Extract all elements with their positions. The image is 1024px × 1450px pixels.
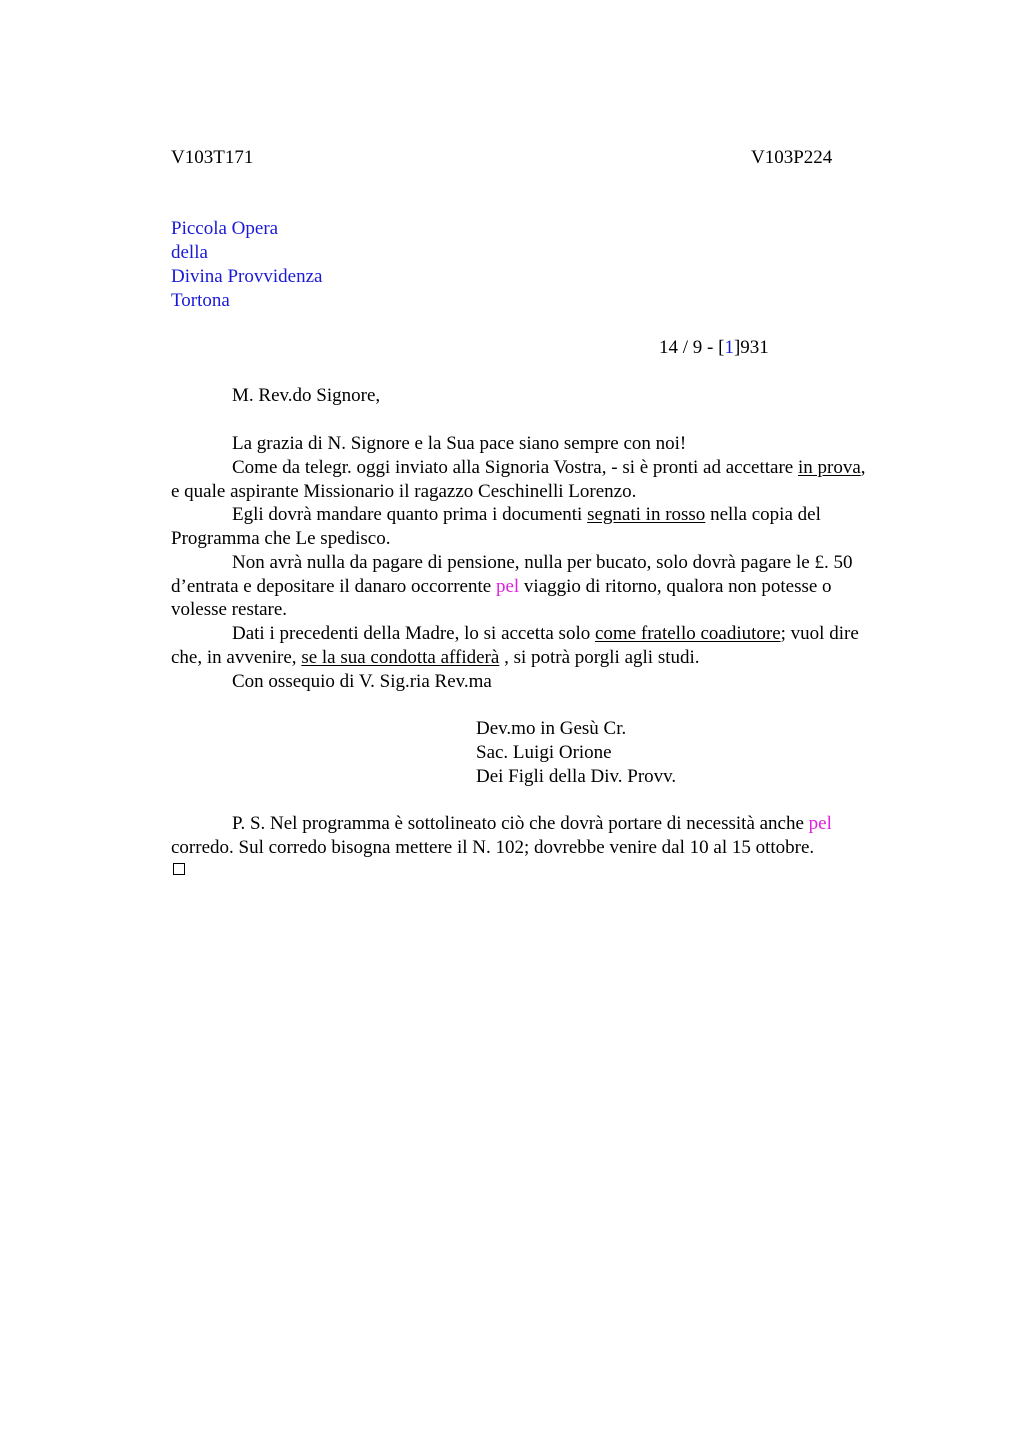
body-line-7 xyxy=(171,575,832,599)
letterhead-line-4: Tortona xyxy=(171,290,230,311)
body-text: viaggio di ritorno, qualora non potesse o xyxy=(519,576,832,597)
letter-date xyxy=(659,336,769,360)
letterhead-line-3: Divina Provvidenza xyxy=(171,266,323,287)
body-text: ; vuol dire xyxy=(780,623,859,644)
highlighted-word: pel xyxy=(808,813,832,834)
document-code-right: V103P224 xyxy=(751,147,833,168)
closing-line: Con ossequio di V. Sig.ria Rev.ma xyxy=(232,671,492,692)
underlined-phrase: in prova xyxy=(797,457,861,478)
underlined-phrase: segnati in rosso xyxy=(587,504,706,525)
signature-line-1: Dev.mo in Gesù Cr. xyxy=(476,718,627,739)
signature-line-3: Dei Figli della Div. Provv. xyxy=(476,766,677,787)
postscript-line-1 xyxy=(232,812,832,836)
date-prefix: 14 / 9 - [ xyxy=(659,337,725,358)
body-text: che, in avvenire, xyxy=(171,647,302,668)
salutation: M. Rev.do Signore, xyxy=(232,385,381,406)
signature-line-2: Sac. Luigi Orione xyxy=(476,742,612,763)
body-line-5: Programma che Le spedisco. xyxy=(171,528,391,549)
postscript-line-2: corredo. Sul corredo bisogna mettere il N. 102; dovrebbe venire dal 10 al 15 ottobre. xyxy=(171,837,815,858)
date-suffix: ]931 xyxy=(733,337,769,358)
body-line-10 xyxy=(171,646,700,670)
end-marker-square-icon xyxy=(173,863,185,875)
body-text: , si potrà porgli agli studi. xyxy=(499,647,700,668)
underlined-phrase: se la sua condotta affiderà xyxy=(301,647,500,668)
document-code-left: V103T171 xyxy=(171,147,254,168)
postscript-text: P. S. Nel programma è sottolineato ciò che dovrà portare di necessità anche xyxy=(232,813,809,834)
underlined-phrase: come fratello coadiutore xyxy=(594,623,781,644)
letterhead-line-1: Piccola Opera xyxy=(171,218,279,239)
body-text: Dati i precedenti della Madre, lo si accetta solo xyxy=(232,623,595,644)
letterhead-line-2: della xyxy=(171,242,208,263)
body-line-3: e quale aspirante Missionario il ragazzo Ceschinelli Lorenzo. xyxy=(171,481,637,502)
body-line-2 xyxy=(232,456,866,480)
highlighted-word: pel xyxy=(495,576,520,597)
body-text: Come da telegr. oggi inviato alla Signoria Vostra, - si è pronti ad accettare xyxy=(232,457,798,478)
body-line-8: volesse restare. xyxy=(171,599,288,620)
body-line-6: Non avrà nulla da pagare di pensione, nulla per bucato, solo dovrà pagare le £. 50 xyxy=(232,552,853,573)
date-editorial-digit: 1 xyxy=(724,337,734,358)
body-text: d’entrata e depositare il danaro occorrente xyxy=(171,576,496,597)
body-text: , xyxy=(860,457,866,478)
body-line-4 xyxy=(232,503,821,527)
body-text: nella copia del xyxy=(705,504,821,525)
body-text: Egli dovrà mandare quanto prima i documenti xyxy=(232,504,588,525)
body-line-1: La grazia di N. Signore e la Sua pace siano sempre con noi! xyxy=(232,433,687,454)
body-line-9 xyxy=(232,622,859,646)
